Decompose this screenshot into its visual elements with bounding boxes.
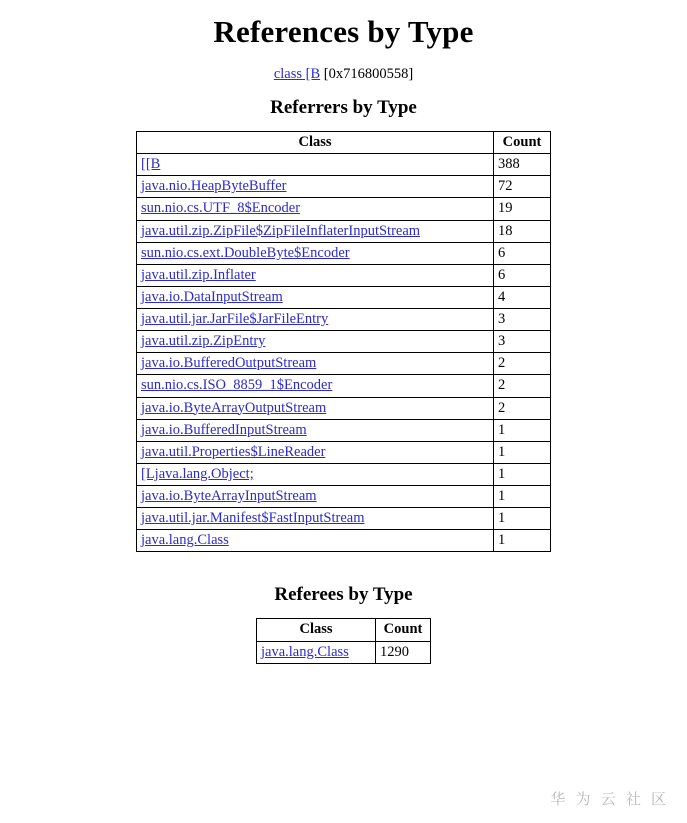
cell-class xyxy=(137,286,494,308)
cell-count: 18 xyxy=(494,220,551,242)
cell-count: 3 xyxy=(494,331,551,353)
table-row xyxy=(137,486,551,508)
cell-class xyxy=(137,463,494,485)
cell-class xyxy=(137,508,494,530)
cell-count: 1 xyxy=(494,463,551,485)
cell-class xyxy=(137,486,494,508)
table-row xyxy=(137,331,551,353)
cell-class xyxy=(137,220,494,242)
table-row xyxy=(137,286,551,308)
column-header-class: Class xyxy=(137,132,494,154)
table-header-row xyxy=(257,619,431,641)
table-row xyxy=(137,154,551,176)
cell-count: 2 xyxy=(494,397,551,419)
class-link[interactable]: sun.nio.cs.ISO_8859_1$Encoder xyxy=(141,377,333,394)
page-title: References by Type xyxy=(213,14,474,49)
table-row xyxy=(257,641,431,663)
class-link[interactable]: java.util.jar.JarFile$JarFileEntry xyxy=(141,311,329,327)
class-link[interactable]: sun.nio.cs.ext.DoubleByte$Encoder xyxy=(141,244,350,261)
class-link[interactable]: java.util.zip.ZipEntry xyxy=(141,333,266,350)
cell-class xyxy=(137,397,494,419)
cell-class xyxy=(137,309,494,331)
table-row xyxy=(137,264,551,286)
cell-count: 1 xyxy=(494,441,551,463)
table-row xyxy=(137,530,551,552)
cell-class xyxy=(137,331,494,353)
table-row xyxy=(137,309,551,331)
table-row xyxy=(137,441,551,463)
cell-count: 1290 xyxy=(376,641,431,663)
cell-count: 1 xyxy=(494,486,551,508)
cell-count: 3 xyxy=(494,309,551,331)
cell-count: 1 xyxy=(494,419,551,441)
cell-count: 6 xyxy=(494,242,551,264)
class-link[interactable]: sun.nio.cs.UTF_8$Encoder xyxy=(141,200,301,217)
cell-class xyxy=(137,154,494,176)
cell-class xyxy=(257,641,376,663)
class-link[interactable]: java.io.ByteArrayInputStream xyxy=(141,488,317,504)
table-header-row xyxy=(137,132,551,154)
table-row xyxy=(137,198,551,220)
cell-class xyxy=(137,176,494,198)
table-row xyxy=(137,508,551,530)
watermark: 华 为 云 社 区 xyxy=(550,791,669,808)
cell-count: 6 xyxy=(494,264,551,286)
subject-class-link[interactable]: class [B xyxy=(273,66,321,82)
subject-address: [0x716800558] xyxy=(323,66,414,82)
class-link[interactable]: java.util.jar.Manifest$FastInputStream xyxy=(141,510,365,527)
cell-count: 1 xyxy=(494,508,551,530)
cell-count: 2 xyxy=(494,353,551,375)
class-link[interactable]: java.io.BufferedInputStream xyxy=(141,421,307,438)
document-body xyxy=(0,14,687,664)
cell-count: 19 xyxy=(494,198,551,220)
class-link[interactable]: java.util.zip.ZipFile$ZipFileInflaterInputStream xyxy=(141,222,421,239)
referrers-section-title: Referrers by Type xyxy=(270,97,417,118)
cell-count: 1 xyxy=(494,530,551,552)
class-link[interactable]: java.util.Properties$LineReader xyxy=(141,443,326,460)
class-link[interactable]: [[B xyxy=(141,156,161,173)
class-link[interactable]: java.io.DataInputStream xyxy=(141,288,283,305)
column-header-count: Count xyxy=(376,619,431,641)
cell-class xyxy=(137,441,494,463)
cell-class xyxy=(137,198,494,220)
table-row xyxy=(137,220,551,242)
cell-class xyxy=(137,530,494,552)
table-row xyxy=(137,375,551,397)
cell-class xyxy=(137,419,494,441)
class-link[interactable]: java.io.ByteArrayOutputStream xyxy=(141,399,327,416)
referrers-table-wrap xyxy=(10,131,677,552)
referrers-table xyxy=(136,131,551,552)
table-row xyxy=(137,176,551,198)
class-link[interactable]: java.nio.HeapByteBuffer xyxy=(141,178,287,195)
class-link[interactable]: java.lang.Class xyxy=(261,643,349,660)
referees-table xyxy=(256,618,431,663)
class-link[interactable]: java.util.zip.Inflater xyxy=(141,266,256,283)
cell-class xyxy=(137,353,494,375)
cell-class xyxy=(137,264,494,286)
table-row xyxy=(137,419,551,441)
cell-class xyxy=(137,375,494,397)
referees-section-title: Referees by Type xyxy=(274,584,413,606)
class-link[interactable]: java.lang.Class xyxy=(141,532,229,549)
cell-class xyxy=(137,242,494,264)
cell-count: 388 xyxy=(494,154,551,176)
table-row xyxy=(137,242,551,264)
subject-line xyxy=(10,66,677,83)
cell-count: 4 xyxy=(494,286,551,308)
cell-count: 2 xyxy=(494,375,551,397)
class-link[interactable]: java.io.BufferedOutputStream xyxy=(141,355,317,372)
column-header-count: Count xyxy=(494,132,551,154)
cell-count: 72 xyxy=(494,176,551,198)
column-header-class: Class xyxy=(257,619,376,641)
class-link[interactable]: [Ljava.lang.Object; xyxy=(141,465,254,482)
table-row xyxy=(137,353,551,375)
table-row xyxy=(137,397,551,419)
table-row xyxy=(137,463,551,485)
referees-table-wrap xyxy=(10,618,677,663)
